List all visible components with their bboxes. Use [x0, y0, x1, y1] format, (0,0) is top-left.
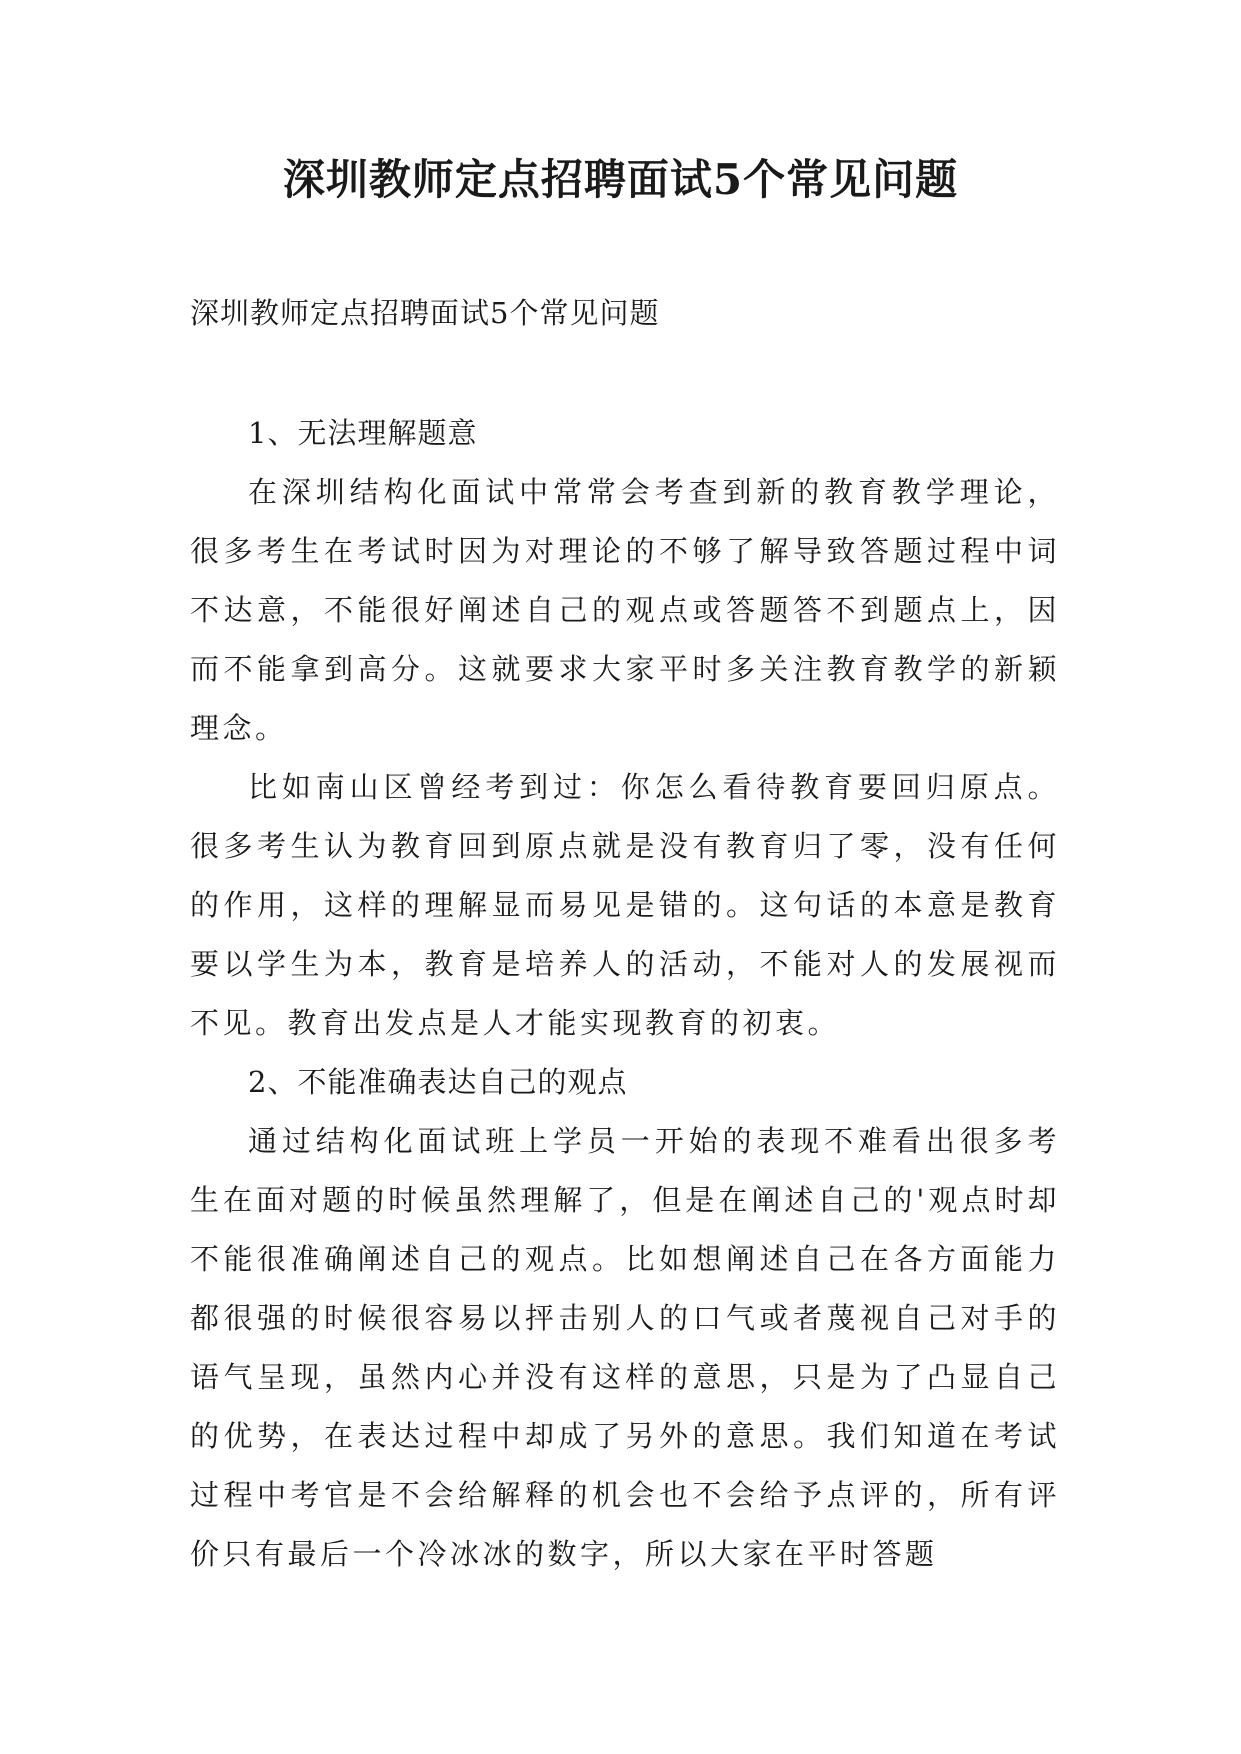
document-subtitle: 深圳教师定点招聘面试5个常见问题: [190, 296, 660, 330]
section-1-paragraph-1: 在深圳结构化面试中常常会考查到新的教育教学理论，很多考生在考试时因为对理论的不够了解导致答题过程中词不达意，不能很好阐述自己的观点或答题答不到题点上，因而不能拿到高分。这就要求大家平时多关注教育教学的新颖理念。: [190, 475, 1060, 745]
document-body: [190, 404, 1060, 1584]
section-heading-2: 2、不能准确表达自己的观点: [248, 1065, 628, 1099]
document-title: 深圳教师定点招聘面试5个常见问题: [282, 155, 959, 204]
section-heading-1: 1、无法理解题意: [248, 416, 478, 450]
section-2-paragraph-1: 通过结构化面试班上学员一开始的表现不难看出很多考生在面对题的时候虽然理解了，但是在阐述自己的'观点时却不能很准确阐述自己的观点。比如想阐述自己在各方面能力都很强的时候很容易以抨击别人的口气或者蔑视自己对手的语气呈现，虽然内心并没有这样的意思，只是为了凸显自己的优势，在表达过程中却成了另外的意思。我们知道在考试过程中考官是不会给解释的机会也不会给予点评的，所有评价只有最后一个冷冰冰的数字，所以大家在平时答题: [190, 1124, 1060, 1571]
section-1-paragraph-2: 比如南山区曾经考到过：你怎么看待教育要回归原点。很多考生认为教育回到原点就是没有教育归了零，没有任何的作用，这样的理解显而易见是错的。这句话的本意是教育要以学生为本，教育是培养人的活动，不能对人的发展视而不见。教育出发点是人才能实现教育的初衷。: [190, 770, 1060, 1040]
